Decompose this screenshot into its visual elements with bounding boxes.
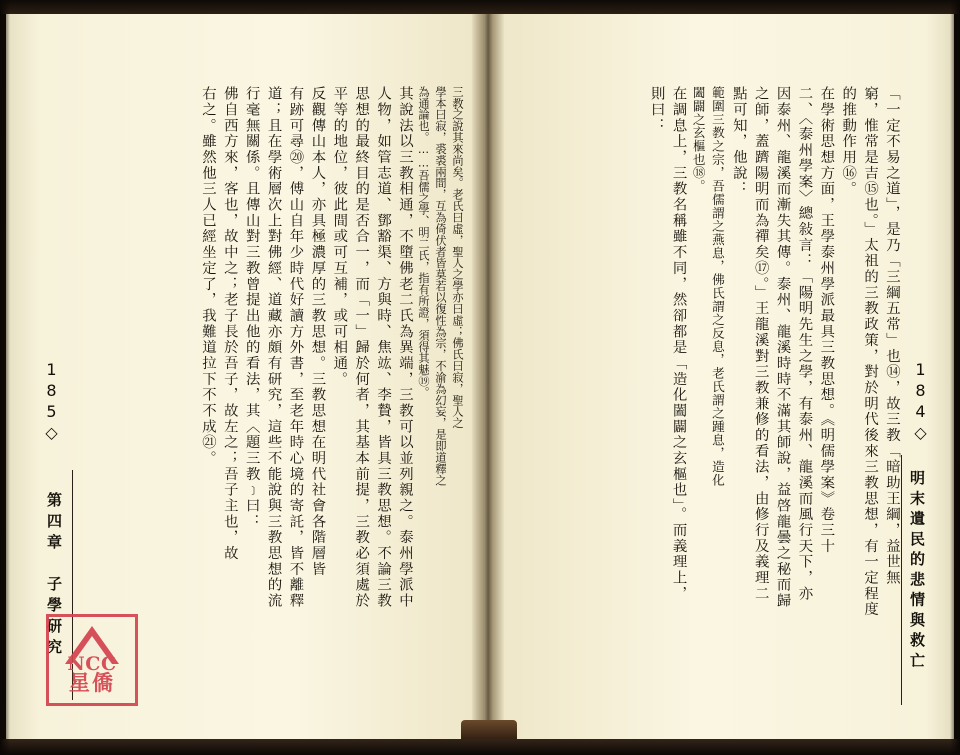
book-gutter (472, 0, 504, 742)
stamp-chinese-text: 星僑 (68, 671, 116, 695)
quote-column: 範圍三教之宗，吾儒謂之燕息，佛氏謂之反息，老氏謂之踵息，造化 (709, 86, 725, 487)
text-column: 人物，如管志道、鄧豁渠、方與時、焦竑、李贄，皆具三教思想。不論三教 (375, 86, 392, 609)
text-column: 因泰州、龍溪而漸失其傳。泰州、龍溪時時不滿其師說，益啓龍曇之秘而歸 (774, 86, 791, 609)
stamp-latin-text: NCC (67, 653, 117, 675)
book-cover-bottom-edge (0, 739, 960, 755)
quote-column: 闔闢之玄樞也⑱。 (690, 86, 706, 193)
text-column: 有跡可尋⑳，傅山自年少時代好讀方外書，至老年時心境的寄託，皆不離釋 (287, 86, 304, 609)
right-page-text-block (602, 86, 902, 626)
text-column: 道；且在學術層次上對佛經、道藏亦頗有研究，這些不能說與三教思想的流 (265, 86, 282, 609)
text-column: 佛自西方來，客也，故中之；老子長於吾子，故左之；吾子主也，故 (221, 86, 238, 562)
text-column: 點可知，他說： (730, 86, 747, 197)
text-column: 右之。雖然他三人已經坐定了，我難道拉下不不成㉑。 (199, 86, 216, 467)
quote-column: 為通論也。……吾儒之學、明二氏，指有所證，須得其魅⑲。 (416, 86, 430, 399)
folio-left: 185◇ (42, 360, 61, 444)
text-column: 則曰： (648, 86, 665, 134)
running-head-right: 明末遺民的悲情與救亡 (908, 470, 926, 673)
text-column: 平等的地位，彼此間或可互補，或可相通。 (331, 86, 348, 387)
text-column: 思想的最終目的是否合一，而「一」歸於何者，其基本前提，三教必須處於 (353, 86, 370, 609)
running-head-left: 第四章 子學研究 (45, 492, 63, 660)
text-column: 二、〈泰州學案〉總敍言：「陽明先生之學，有泰州、龍溪而風行天下，亦 (796, 86, 813, 602)
library-stamp (46, 614, 138, 706)
text-column: 的推動作用⑯。 (840, 86, 857, 197)
text-column: 在調息上，三教名稱雖不同，然卻都是「造化闔闢之玄樞也」。而義理上， (670, 86, 687, 602)
right-head-rule (901, 455, 902, 705)
left-page-text-block (126, 86, 466, 626)
folio-right: 184◇ (911, 360, 930, 444)
book-cover-right-edge (950, 0, 960, 755)
open-book (6, 0, 954, 742)
book-cover-top-edge (0, 0, 960, 14)
text-column: 反觀傳山本人，亦具極濃厚的三教思想。三教思想在明代社會各階層皆 (309, 86, 326, 578)
text-column: 窮，惟常是吉⑮也。」太祖的三教政策，對於明代後來三教思想，有一定程度 (862, 86, 879, 618)
text-column: 其說法以三教相通，不墮佛老二氏為異端，三教可以並列親之。泰州學派中 (396, 86, 413, 609)
quote-column: 三教之說其來尚矣。老氏曰虛，聖人之學亦曰虛；佛氏曰寂，聖人之 (451, 86, 464, 429)
text-column: 行毫無關係。且傳山對三教曾提出他的看法，其〈題三教﹞曰： (243, 86, 260, 530)
quote-column: 學本曰寂，裘裘兩間，互為倚伏者皆莫若以復性為宗，不渝為幻妄，是即道釋之 (433, 86, 447, 486)
text-column: 之師，蓋躋陽明而為禪矣⑰。」王龍溪對三教兼修的看法，由修行及義理二 (752, 86, 769, 602)
text-column: 在學術思想方面，王學泰州學派最具三教思想。《明儒學案》卷三十 (818, 86, 835, 554)
text-column: 「一定不易之道」，是乃「三綱五常」也⑭，故三教「暗助王綱，益世無 (884, 86, 900, 586)
book-cover-left-edge (0, 0, 10, 755)
